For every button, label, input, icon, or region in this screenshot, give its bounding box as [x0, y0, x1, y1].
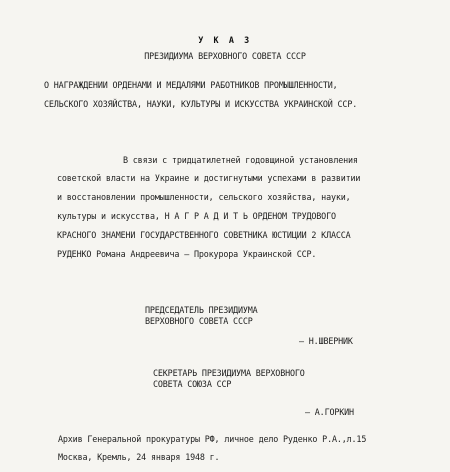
- secretary-title-line-2: СОВЕТА СОЮЗА ССР: [153, 379, 232, 389]
- archive-reference: Архив Генеральной прокуратуры РФ, личное дело Руденко Р.А.,л.15: [58, 434, 367, 444]
- decree-body-line-5: КРАСНОГО ЗНАМЕНИ ГОСУДАРСТВЕННОГО СОВЕТНИКА ЮСТИЦИИ 2 КЛАССА: [57, 230, 351, 240]
- decree-body-line-4: культуры и искусства, Н А Г Р А Д И Т Ь ОРДЕНОМ ТРУДОВОГО: [57, 211, 336, 221]
- decree-body-line-1: В связи с тридцатилетней годовщиной установления: [123, 155, 358, 165]
- decree-about-line-1: О НАГРАЖДЕНИИ ОРДЕНАМИ И МЕДАЛЯМИ РАБОТНИКОВ ПРОМЫШЛЕННОСТИ,: [44, 80, 338, 90]
- decree-about-line-2: СЕЛЬСКОГО ХОЗЯЙСТВА, НАУКИ, КУЛЬТУРЫ И ИСКУССТВА УКРАИНСКОЙ ССР.: [44, 99, 358, 109]
- secretary-name: – А.ГОРКИН: [305, 407, 354, 417]
- secretary-title-line-1: СЕКРЕТАРЬ ПРЕЗИДИУМА ВЕРХОВНОГО: [153, 368, 305, 378]
- decree-body-line-3: и восстановлении промышленности, сельского хозяйства, науки,: [57, 192, 351, 202]
- chairman-title-line-1: ПРЕДСЕДАТЕЛЬ ПРЕЗИДИУМА: [145, 305, 258, 315]
- decree-title: У К А З: [198, 35, 252, 45]
- place-date: Москва, Кремль, 24 января 1948 г.: [58, 452, 220, 462]
- chairman-name: – Н.ШВЕРНИК: [299, 336, 353, 346]
- chairman-title-line-2: ВЕРХОВНОГО СОВЕТА СССР: [145, 316, 253, 326]
- decree-body-line-2: советской власти на Украине и достигнутыми успехами в развитии: [57, 173, 361, 183]
- decree-subtitle: ПРЕЗИДИУМА ВЕРХОВНОГО СОВЕТА СССР: [144, 51, 306, 61]
- decree-body-line-6: РУДЕНКО Романа Андреевича – Прокурора Украинской ССР.: [57, 249, 317, 259]
